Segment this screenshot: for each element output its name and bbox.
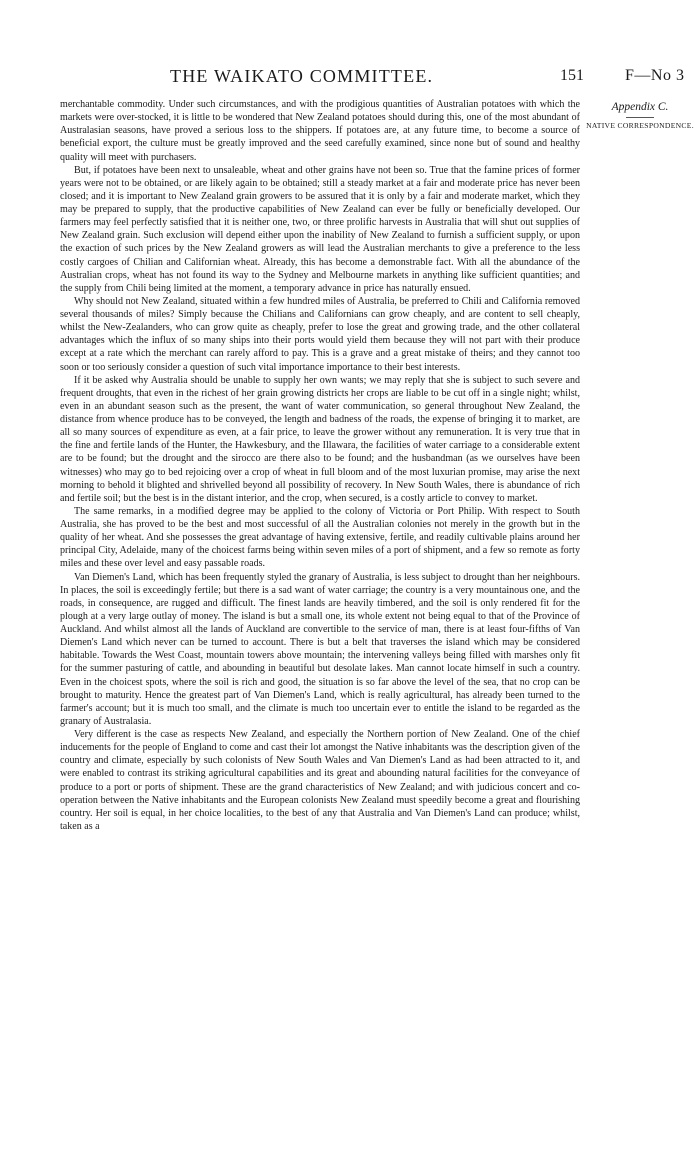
margin-note (585, 101, 695, 131)
paragraph: Very different is the case as respects New Zealand, and especially the Northern portion of New Zealand. One of the chief inducements for the people of England to come and cast their lot amongst the Native inhabitants was the description given of the country and climate, especially by such colonists of New South Wales and Van Diemen's Land as had been attracted to it, and were enabled to contrast its striking agricultural capabilities and its great and abounding natural facilities for the conveyance of produce to a port or ports of shipment. These are the grand characteristics of New Zealand; and with judicious concert and co-operation between the Native inhabitants and the European colonists New Zealand must speedily become a great and flourishing country. Her soil is equal, in her choice localities, to the best of any that Australia and Van Diemen's Land can produce; whilst, taken as a (60, 729, 580, 832)
page-number: 151 (560, 67, 584, 84)
section-label: NATIVE CORRESPONDENCE. (586, 121, 694, 130)
paragraph: Why should not New Zealand, situated within a few hundred miles of Australia, be preferred to Chili and California removed several thousands of miles? Simply because the Chilians and Californians can grow cheaply, and are content to sell cheaply, whilst the New-Zealanders, who can grow quite as cheaply, prefer to lose the great and growing trade, and the other collateral advantages which the influx of so many ships into their ports would yield them because they will not part with their produce except at a rate which the merchant can rarely afford to pay. This is a grave and a great mistake of theirs; and they cannot too soon or too seriously consider a question of such vital importance importance to their best interests. (60, 295, 580, 373)
paragraph: If it be asked why Australia should be unable to supply her own wants; we may reply that she is subject to such severe and frequent droughts, that even in the richest of her grain growing districts her crops are liable to be cut off in a single night; whilst, even in an abundant season such as the present, the want of water communication, so general throughout New Zealand, the distance from whence produce has to be conveyed, the length and badness of the roads, the expense of bringing it to market, are all so many sources of expenditure as even, at a fair price, to leave the grower without any remuneration. It is very true that in the fine and fertile lands of the Hunter, the Hawkesbury, and the Illawara, the facilities of water carriage to a considerable extent are to be found; but the drought and the sirocco are there also to be found; and the husbandman (as we ourselves have been witnesses) who may go to bed rejoicing over a crop of wheat in full bloom and of the most luxurian promise, may arise the next morning to behold it blighted and shrivelled beyond all possibility of recovery. In New South Wales, there is abundance of rich and fertile soil; but the best is in the distant interior, and the crop, when secured, is a costly article to convey to market. (60, 374, 580, 504)
paragraph: But, if potatoes have been next to unsaleable, wheat and other grains have not been so. True that the famine prices of former years were not to be obtained, or are likely again to be obtained; still a steady market at a fair and moderate price has never been closed; and it is important to New Zealand grain growers to be assured that it is only by a fair and moderate market, which they may be prepared to supply, that the productive capabilities of New Zealand can ever be fully or beneficially developed. Our farmers may feel perfectly satisfied that it is neither one, two, or three prolific harvests in Australia that will shut out supplies of New Zealand grain. Such exclusion will depend either upon the inability of New Zealand to furnish a sufficient supply, or upon the exaction of such prices by the New Zealand growers as will lead the Australian merchants to give a preference to the less costly cargoes of Chilian and Californian wheat. Already, this has become a demonstrable fact. With all the abundance of the Australian crops, wheat has not found its way to the Sydney and Melbourne markets in anything like sufficient quantities; and the supply from Chili being limited at the moment, a temporary advance in price has naturally ensued. (60, 164, 580, 294)
paragraph: The same remarks, in a modified degree may be applied to the colony of Victoria or Port Philip. With respect to South Australia, she has proved to be the best and most successful of all the Australian colonies not merely in the growth but in the quality of her wheat. And she possesses the great advantage of having extensive, fertile, and readily cultivable plains around her principal City, Adelaide, many of the choicest farms being within seven miles of a port of shipment, and a few so remote as forty miles and these over level and easy passable roads. (60, 505, 580, 570)
body-text (60, 98, 580, 833)
paragraph: merchantable commodity. Under such circumstances, and with the prodigious quantities of Australian potatoes with which the markets were over-stocked, it is little to be wondered that New Zealand potatoes should during this, one of the most abundant of Australasian seasons, have proved a serious loss to the shippers. If potatoes are, at any future time, to become a source of beneficial export, the culture must be greatly improved and the seed carefully examined, since none but of sound and healthy quality will meet with purchasers. (60, 99, 580, 163)
page-header (60, 66, 685, 90)
appendix-label: Appendix C. (611, 101, 669, 113)
page-title: THE WAIKATO COMMITTEE. (170, 66, 434, 86)
paragraph: Van Diemen's Land, which has been frequently styled the granary of Australia, is less subject to drought than her neighbours. In places, the soil is exceedingly fertile; but there is a sad want of water carriage; the country is a very mountainous one, and the roads, in consequence, are rugged and difficult. The finest lands are heavily timbered, and the soil is only rendered fit for the plough at a very large outlay of money. The island is but a small one, its whole extent not being equal to that of the Province of Auckland. And whilst almost all the lands of Auckland are convertible to the service of man, there is at least four-fifths of Van Diemen's Land which never can be turned to account. There is but a belt that traverses the island which may be considered habitable. Towards the West Coast, mountain towers above mountain; the intervening valleys being filled with marshes only fit for the summer pasturing of cattle, and abounding in beautiful but desolate lakes. Man cannot locate himself in such a country. Even in the choicest spots, where the soil is rich and good, the situation is so far above the level of the sea, that no crop can be brought to maturity. Hence the greatest part of Van Diemen's Land, which is really agricultural, has already been turned to the farmer's account; but it is much too small, and the climate is much too uncertain ever to entitle the island to be regarded as the granary of Australasia. (60, 571, 580, 727)
margin-rule (626, 117, 654, 118)
sheet-reference: F—No 3 (625, 67, 685, 84)
